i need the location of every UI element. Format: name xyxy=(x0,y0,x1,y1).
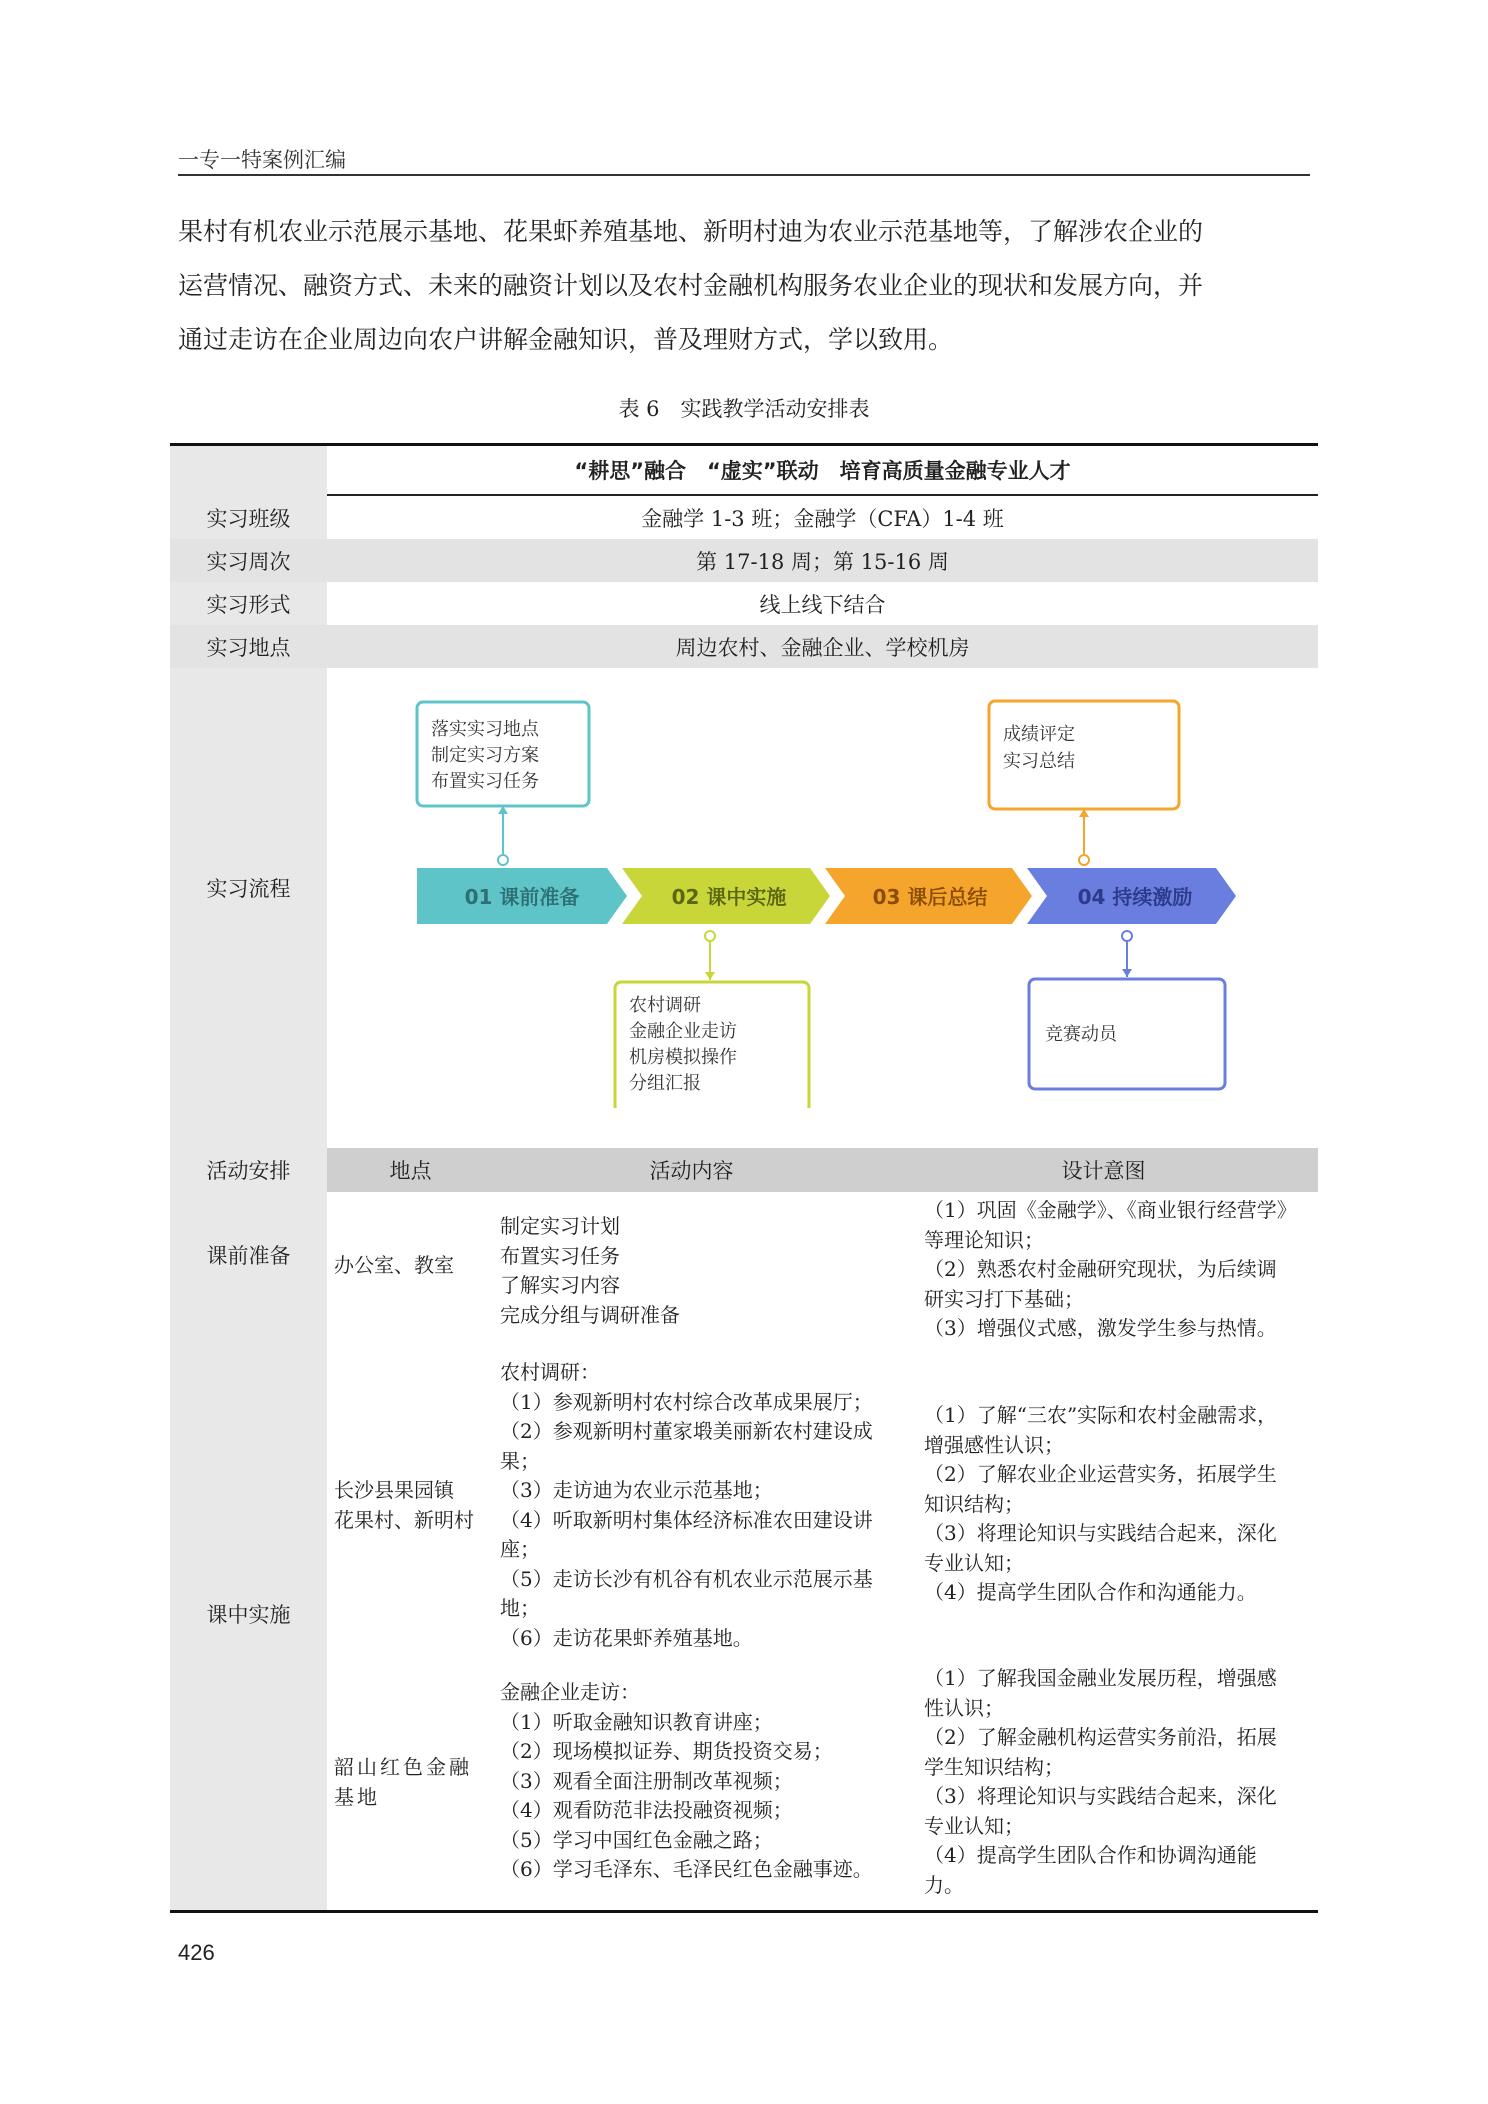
running-title: 一专一特案例汇编 xyxy=(178,148,346,172)
mid-design-1-line: 增强感性认识； xyxy=(924,1432,1064,1457)
mid-content-1-line: 农村调研： xyxy=(500,1360,600,1384)
process-flow-diagram xyxy=(327,668,1318,1108)
flow-step-3-label: 03 课后总结 xyxy=(872,885,988,909)
place-label: 实习地点 xyxy=(170,625,327,668)
prep-design-line: 等理论知识； xyxy=(924,1227,1044,1252)
mid-design-2-line: （2）了解金融机构运营实务前沿，拓展 xyxy=(924,1725,1277,1749)
prep-content-line: 布置实习任务 xyxy=(500,1243,620,1268)
prep-content-line: 了解实习内容 xyxy=(500,1273,620,1297)
mid-content-1-line: 座； xyxy=(500,1537,540,1561)
mid-place-2 xyxy=(334,1753,472,1812)
prep-content xyxy=(500,1212,680,1330)
mid-design-1 xyxy=(924,1401,1277,1608)
mid-place-2-line: 韶山红色金融 xyxy=(334,1755,472,1779)
class-label: 实习班级 xyxy=(206,506,291,531)
mid-design-2-line: 学生知识结构； xyxy=(924,1754,1064,1779)
summary-task-text: 实习总结 xyxy=(1003,751,1075,772)
intro-line: 运营情况、融资方式、未来的融资计划以及农村金融机构服务农业企业的现状和发展方向，并 xyxy=(178,271,1204,300)
mid-content-1-line: （4）听取新明村集体经济标准农田建设讲 xyxy=(500,1507,873,1532)
mid-content-2-line: （1）听取金融知识教育讲座； xyxy=(500,1709,773,1734)
mid-content-2-line: （3）观看全面注册制改革视频； xyxy=(500,1768,793,1793)
flow-step-2-label: 02 课中实施 xyxy=(671,885,787,909)
flow-label: 实习流程 xyxy=(206,877,291,901)
prep-design-line: （1）巩固《金融学》、《商业银行经营学》 xyxy=(924,1198,1297,1222)
page-number: 426 xyxy=(178,1940,215,1965)
prep-design-line: （2）熟悉农村金融研究现状，为后续调 xyxy=(924,1257,1277,1281)
mid-content-1 xyxy=(500,1358,873,1653)
mid-design-2-line: （1）了解我国金融业发展历程，增强感 xyxy=(924,1666,1277,1690)
form-value: 线上线下结合 xyxy=(759,592,886,617)
mid-design-2-line: 力。 xyxy=(924,1872,964,1897)
col-place-header: 地点 xyxy=(327,1148,494,1192)
mid-design-2-line: （4）提高学生团队合作和协调沟通能 xyxy=(924,1843,1257,1867)
intro-paragraph xyxy=(178,205,1310,367)
prep-place: 办公室、教室 xyxy=(334,1253,454,1277)
mid-design-1-line: （4）提高学生团队合作和沟通能力。 xyxy=(924,1580,1257,1604)
flow-step-1-label: 01 课前准备 xyxy=(464,885,580,909)
running-header xyxy=(178,140,1310,176)
mid-content-1-line: （6）走访花果虾养殖基地。 xyxy=(500,1625,753,1650)
mid-design-2-line: 专业认知； xyxy=(924,1813,1024,1838)
prep-design-line: （3）增强仪式感，激发学生参与热情。 xyxy=(924,1316,1277,1340)
mid-content-2-line: （5）学习中国红色金融之路； xyxy=(500,1827,773,1852)
mid-content-1-line: （5）走访长沙有机谷有机农业示范展示基 xyxy=(500,1566,873,1591)
week-value: 第 17-18 周；第 15-16 周 xyxy=(327,539,1318,582)
mid-design-2 xyxy=(924,1664,1277,1900)
mid-label: 课中实施 xyxy=(206,1603,291,1627)
prep-task-text: 制定实习方案 xyxy=(431,745,539,766)
activity-label: 活动安排 xyxy=(206,1159,291,1183)
mid-content-1-line: （2）参观新明村董家塅美丽新农村建设成 xyxy=(500,1419,873,1443)
place-value: 周边农村、金融企业、学校机房 xyxy=(327,625,1318,668)
prep-task-text: 布置实习任务 xyxy=(431,771,539,792)
mid-content-1-line: 地； xyxy=(500,1596,540,1620)
prep-content-line: 制定实习计划 xyxy=(500,1214,620,1238)
intro-line: 通过走访在企业周边向农户讲解金融知识，普及理财方式，学以致用。 xyxy=(178,325,954,354)
col-design-header: 设计意图 xyxy=(889,1148,1318,1192)
implementation-task-text: 金融企业走访 xyxy=(629,1021,737,1042)
mid-design-1-line: （1）了解“三农”实际和农村金融需求， xyxy=(924,1403,1278,1427)
summary-task-text: 成绩评定 xyxy=(1003,724,1075,745)
flow-step-4-label: 04 持续激励 xyxy=(1077,885,1193,909)
mid-content-2-line: （4）观看防范非法投融资视频； xyxy=(500,1798,793,1822)
mid-content-1-line: 果； xyxy=(500,1448,540,1473)
mid-content-2 xyxy=(500,1678,873,1885)
mid-place-1-line: 长沙县果园镇 xyxy=(334,1478,454,1502)
mid-content-1-line: （3）走访迪为农业示范基地； xyxy=(500,1478,773,1502)
mid-design-2-line: （3）将理论知识与实践结合起来，深化 xyxy=(924,1784,1277,1808)
incentive-task-text: 竞赛动员 xyxy=(1045,1024,1117,1045)
prep-task-text: 落实实习地点 xyxy=(431,719,539,740)
class-value: 金融学 1-3 班；金融学（CFA）1-4 班 xyxy=(641,506,1004,531)
form-label: 实习形式 xyxy=(206,592,291,617)
mid-content-2-line: 金融企业走访： xyxy=(500,1680,640,1704)
mid-design-1-line: （3）将理论知识与实践结合起来，深化 xyxy=(924,1521,1277,1545)
mid-place-2-line: 基地 xyxy=(334,1784,380,1809)
mid-design-2-line: 性认识； xyxy=(924,1695,1004,1720)
practice-schedule-table xyxy=(170,443,1318,1913)
table-caption: 表 6 实践教学活动安排表 xyxy=(618,397,870,421)
implementation-task-text: 分组汇报 xyxy=(629,1073,701,1094)
prep-content-line: 完成分组与调研准备 xyxy=(500,1302,680,1327)
prep-design-line: 研实习打下基础； xyxy=(924,1286,1084,1311)
mid-place-1-line: 花果村、新明村 xyxy=(334,1507,474,1532)
mid-design-1-line: （2）了解农业企业运营实务，拓展学生 xyxy=(924,1462,1277,1486)
mid-design-1-line: 专业认知； xyxy=(924,1550,1024,1575)
mid-content-2-line: （6）学习毛泽东、毛泽民红色金融事迹。 xyxy=(500,1857,873,1881)
mid-design-1-line: 知识结构； xyxy=(924,1491,1024,1516)
implementation-task-text: 农村调研 xyxy=(629,995,701,1016)
mid-content-2-line: （2）现场模拟证券、期货投资交易； xyxy=(500,1739,833,1763)
week-label: 实习周次 xyxy=(170,539,327,582)
mid-place-1 xyxy=(334,1476,474,1535)
prep-label: 课前准备 xyxy=(206,1244,291,1268)
mid-content-1-line: （1）参观新明村农村综合改革成果展厅； xyxy=(500,1389,873,1414)
intro-line: 果村有机农业示范展示基地、花果虾养殖基地、新明村迪为农业示范基地等，了解涉农企业的 xyxy=(178,217,1204,246)
table-title: “耕思”融合 “虚实”联动 培育高质量金融专业人才 xyxy=(574,459,1071,483)
prep-design xyxy=(924,1196,1297,1344)
col-content-header: 活动内容 xyxy=(494,1148,889,1192)
implementation-task-text: 机房模拟操作 xyxy=(629,1047,737,1068)
